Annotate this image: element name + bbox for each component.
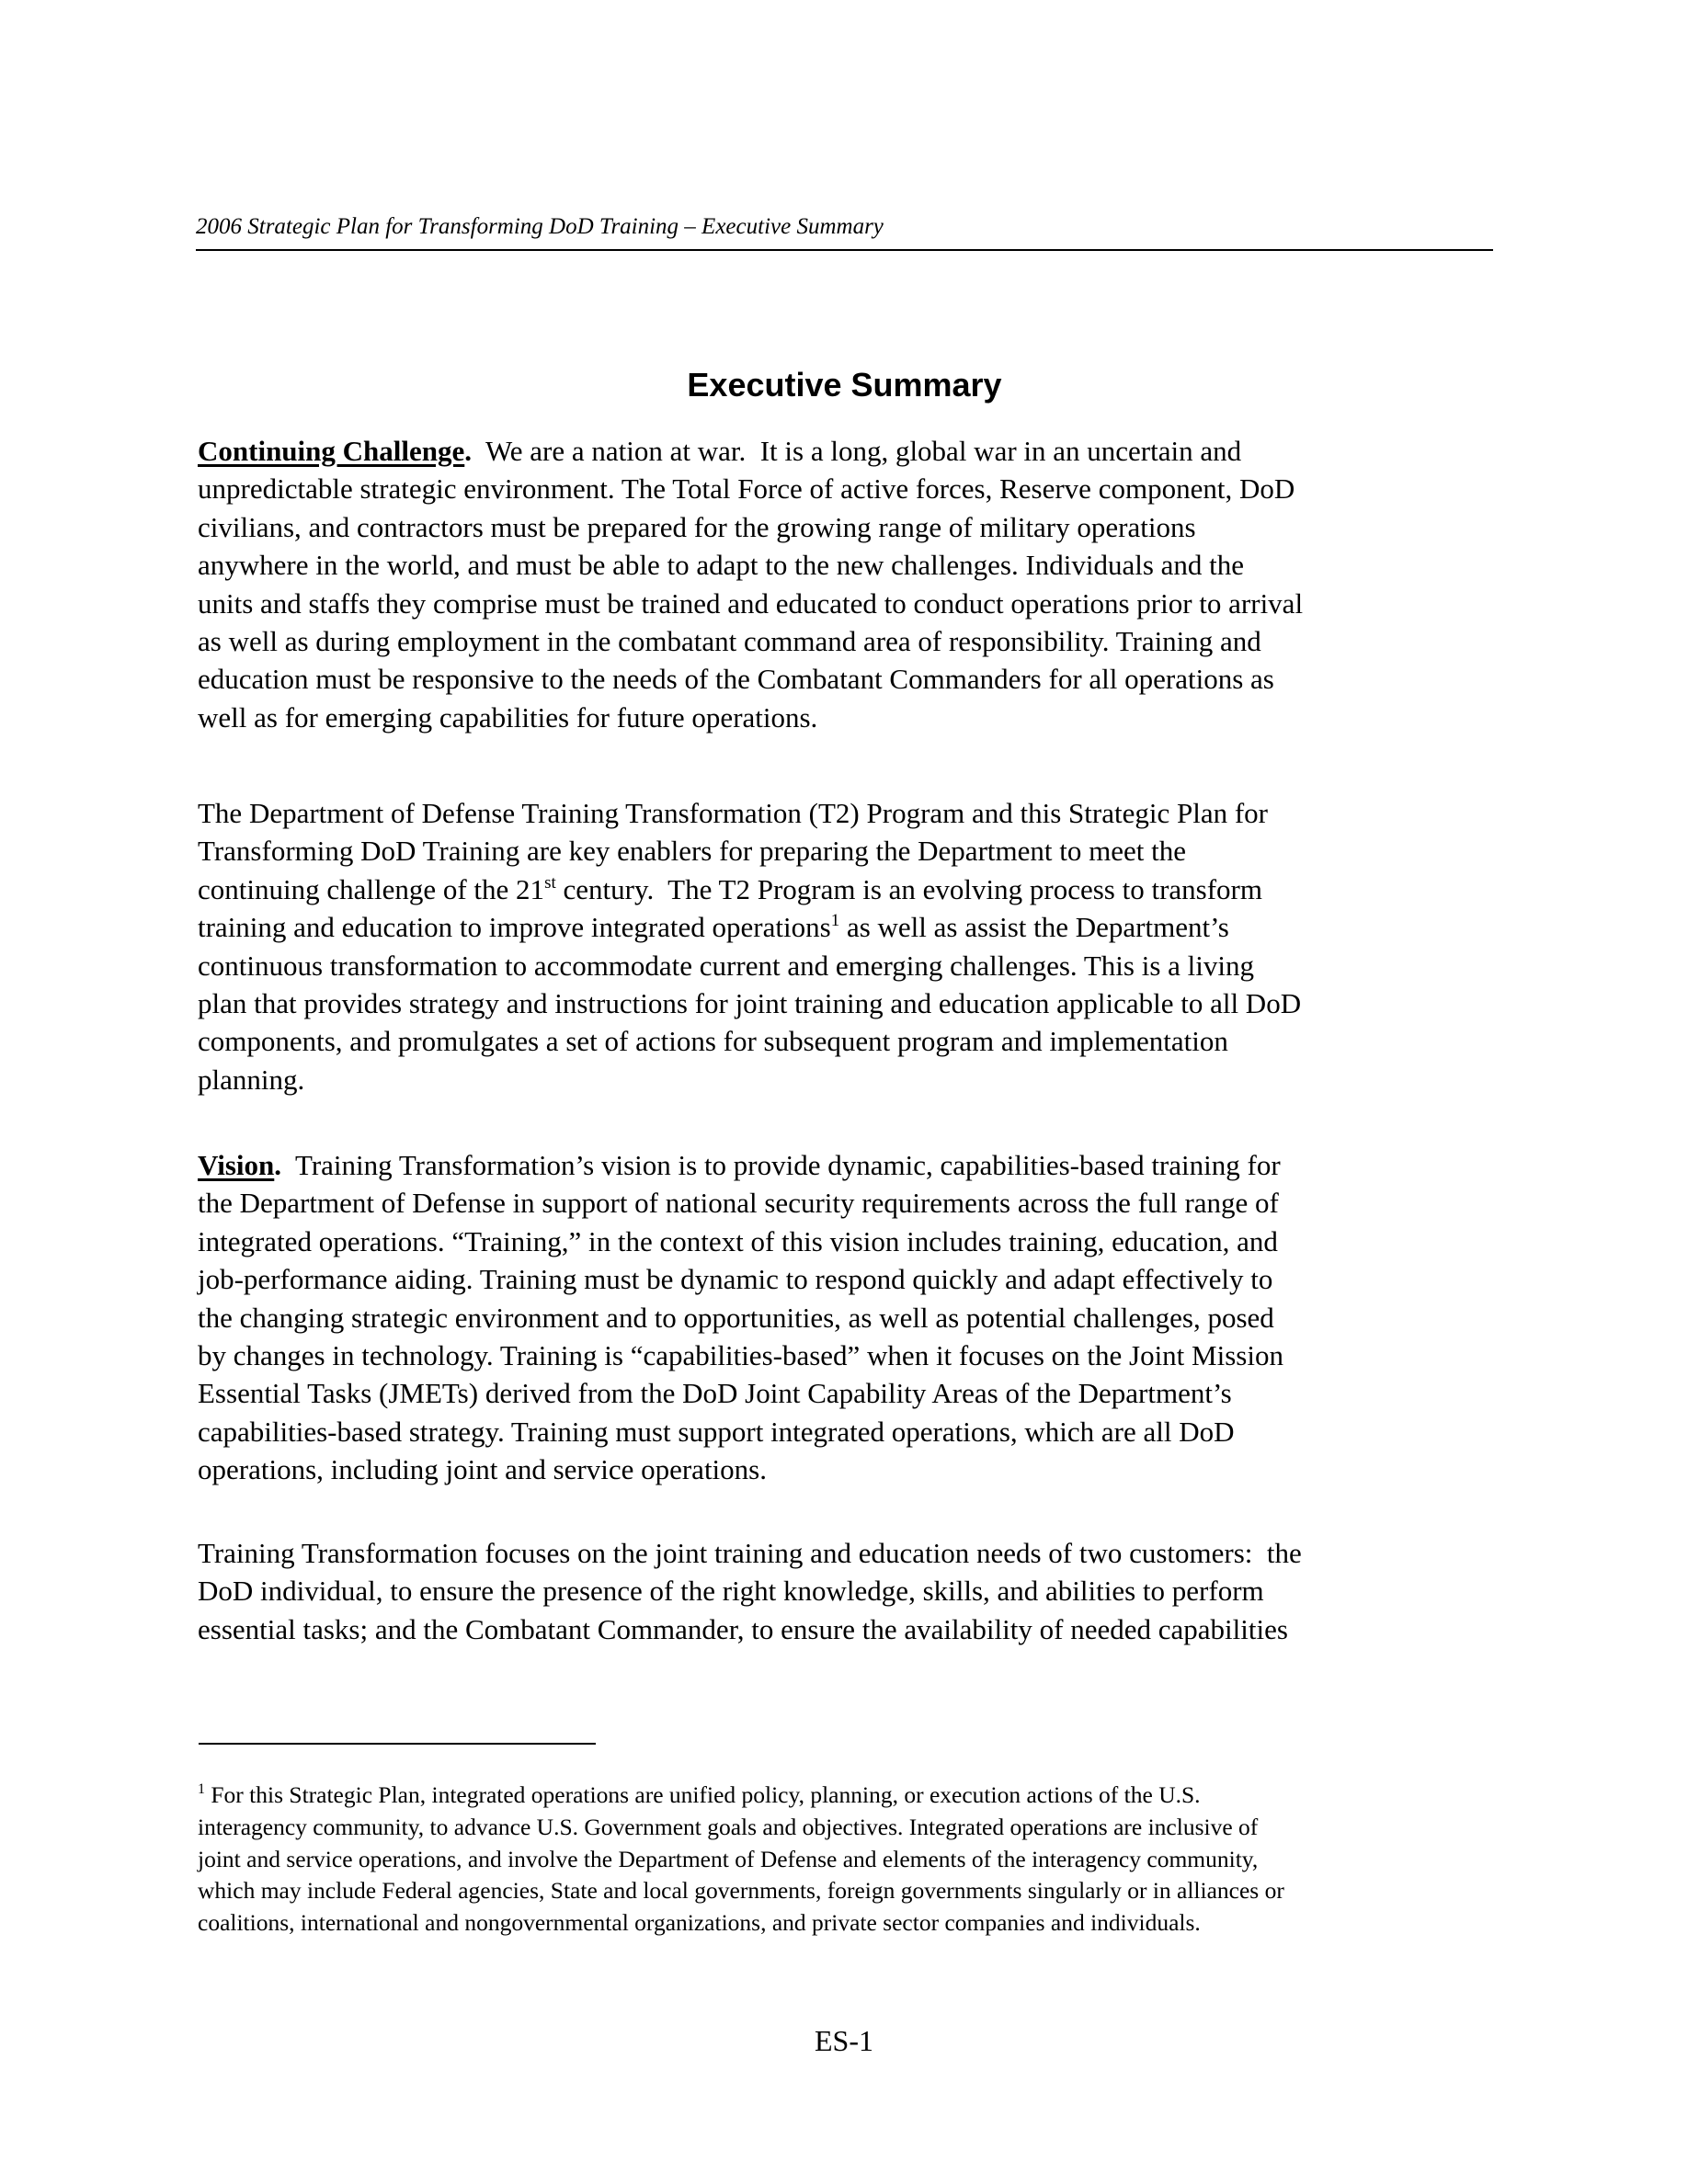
footnote-separator [199, 1743, 596, 1745]
text-line: interagency community, to advance U.S. Government goals and objectives. Integrated operations are inclusive of [198, 1813, 1259, 1840]
text-line [198, 432, 1503, 470]
footnote-marker: 1 [198, 1781, 205, 1797]
text-line: essential tasks; and the Combatant Commander, to ensure the availability of needed capabilities [198, 1612, 1288, 1645]
page-number: ES-1 [815, 2024, 873, 2057]
line-text: century. The T2 Program is an evolving process to transform [555, 872, 1262, 905]
text-line: by changes in technology. Training is “capabilities-based” when it focuses on the Joint Mission [198, 1338, 1283, 1371]
paragraph-vision [198, 1146, 1503, 1489]
text-line: Training Transformation focuses on the joint training and education needs of two customers: the [198, 1537, 1302, 1569]
footnote-reference[interactable]: 1 [830, 911, 840, 931]
text-line [198, 1146, 1503, 1184]
text-line: Essential Tasks (JMETs) derived from the DoD Joint Capability Areas of the Department’s [198, 1377, 1232, 1410]
line-text: Training Transformation’s vision is to provide dynamic, capabilities-based training for [281, 1149, 1281, 1181]
text-line: integrated operations. “Training,” in the context of this vision includes training, education, and [198, 1224, 1278, 1257]
line-text: For this Strategic Plan, integrated operations are unified policy, planning, or execution actions of the U.S. [205, 1781, 1201, 1808]
line-text: training and education to improve integrated operations [198, 911, 831, 944]
text-line: plan that provides strategy and instructions for joint training and education applicable to all DoD [198, 986, 1302, 1019]
page-title: Executive Summary [687, 366, 1002, 404]
running-header: 2006 Strategic Plan for Transforming DoD Training – Executive Summary [196, 214, 884, 239]
ordinal-superscript: st [544, 872, 556, 893]
text-line: units and staffs they comprise must be trained and educated to conduct operations prior to arrival [198, 586, 1304, 620]
text-line: capabilities-based strategy. Training must support integrated operations, which are all DoD [198, 1415, 1235, 1448]
footnote [198, 1780, 1503, 1939]
text-line: Transforming DoD Training are key enablers for preparing the Department to meet the [198, 835, 1186, 868]
text-line: coalitions, international and nongovernmental organizations, and private sector companies and individuals. [198, 1909, 1201, 1937]
header-rule [196, 249, 1493, 251]
line-text: We are a nation at war. It is a long, global war in an uncertain and [472, 435, 1242, 467]
lead-punct: . [464, 435, 473, 467]
paragraph-continuing-challenge [198, 432, 1503, 736]
text-line: The Department of Defense Training Transformation (T2) Program and this Strategic Plan for [198, 797, 1268, 829]
text-line: as well as during employment in the combatant command area of responsibility. Training and [198, 624, 1261, 657]
text-line: DoD individual, to ensure the presence of the right knowledge, skills, and abilities to perform [198, 1575, 1264, 1608]
text-line: civilians, and contractors must be prepared for the growing range of military operations [198, 510, 1196, 543]
text-line: well as for emerging capabilities for future operations. [198, 700, 818, 734]
text-line: the Department of Defense in support of national security requirements across the full range of [198, 1187, 1279, 1220]
text-line: planning. [198, 1063, 305, 1096]
text-line: unpredictable strategic environment. The Total Force of active forces, Reserve component, DoD [198, 472, 1295, 506]
paragraph-t2-program [198, 794, 1503, 1098]
text-line: anywhere in the world, and must be able to adapt to the new challenges. Individuals and the [198, 549, 1245, 582]
text-line: continuous transformation to accommodate current and emerging challenges. This is a living [198, 949, 1254, 982]
line-text: as well as assist the Department’s [839, 911, 1229, 944]
text-line [198, 1780, 1503, 1812]
text-line: the changing strategic environment and to opportunities, as well as potential challenges, posed [198, 1301, 1274, 1334]
text-line: which may include Federal agencies, State and local governments, foreign governments singularly or in alliances or [198, 1877, 1284, 1905]
section-lead-vision [198, 1149, 281, 1181]
lead-text: Vision [198, 1149, 275, 1181]
text-line: operations, including joint and service operations. [198, 1453, 767, 1486]
lead-punct: . [274, 1149, 282, 1181]
text-line: education must be responsive to the needs of the Combatant Commanders for all operations as [198, 663, 1274, 696]
lead-text: Continuing Challenge [198, 435, 465, 467]
paragraph-customers [198, 1534, 1503, 1648]
line-text: continuing challenge of the 21 [198, 872, 545, 905]
text-line: job-performance aiding. Training must be dynamic to respond quickly and adapt effectively to [198, 1263, 1273, 1296]
text-line [198, 870, 1503, 908]
text-line [198, 908, 1503, 946]
text-line: joint and service operations, and involve the Department of Defense and elements of the interagency community, [198, 1845, 1259, 1872]
section-lead-continuing-challenge [198, 435, 472, 467]
text-line: components, and promulgates a set of actions for subsequent program and implementation [198, 1025, 1228, 1058]
